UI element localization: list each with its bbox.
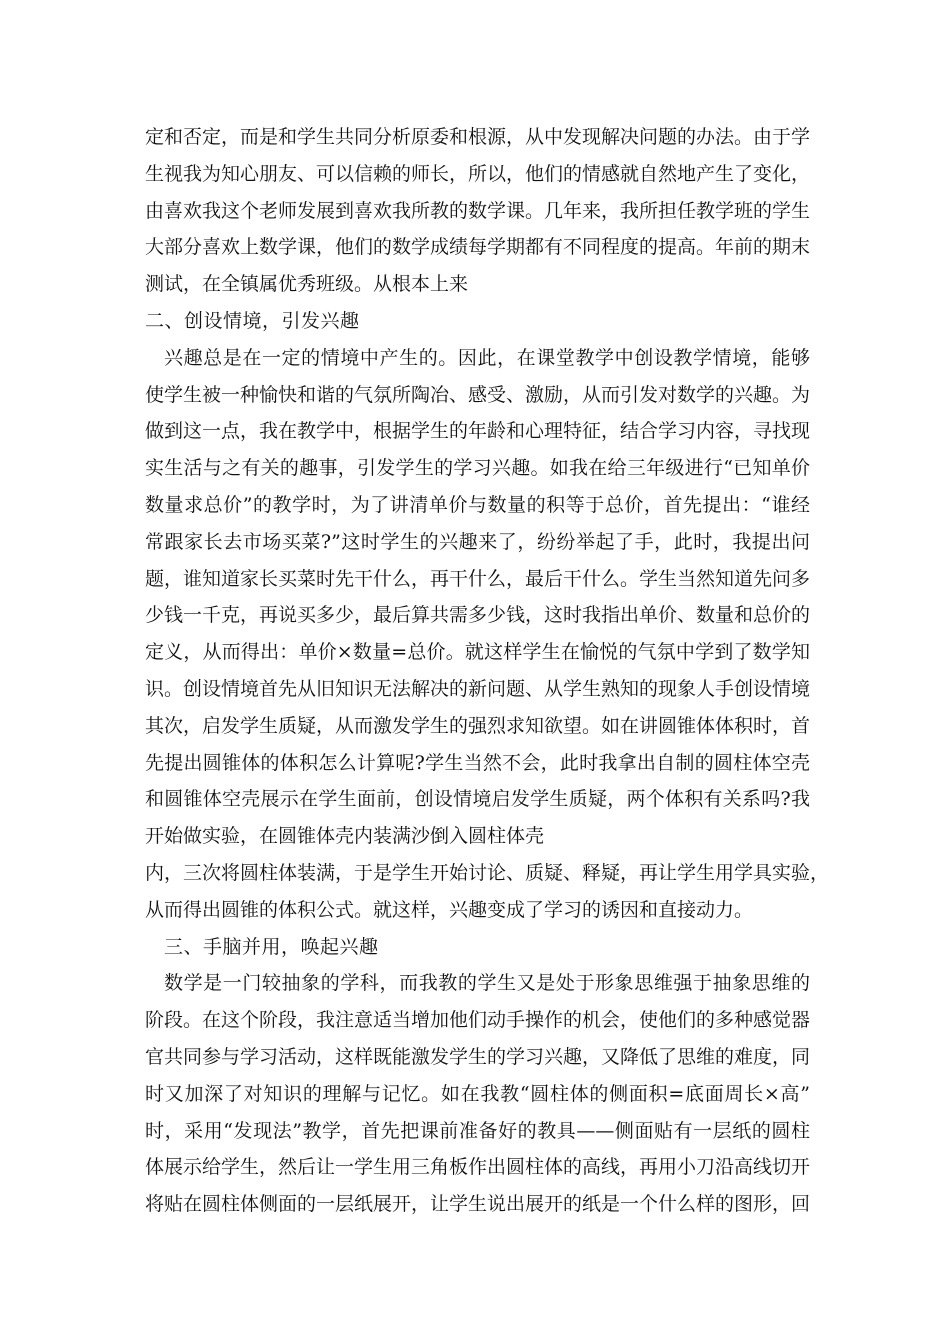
paragraph-line: 数量求总价”的教学时，为了讲清单价与数量的积等于总价，首先提出：“谁经 (145, 493, 810, 516)
section-heading: 二、创设情境，引发兴趣 (145, 309, 360, 332)
paragraph-line: 使学生被一种愉快和谐的气氛所陶冶、感受、激励，从而引发对数学的兴趣。为 (145, 383, 811, 406)
paragraph-line: 和圆锥体空壳展示在学生面前，创设情境启发学生质疑，两个体积有关系吗?我 (145, 788, 810, 811)
document-body (145, 119, 830, 1223)
paragraph-line: 数学是一门较抽象的学科，而我教的学生又是处于形象思维强于抽象思维的 (164, 972, 810, 995)
paragraph-line: 时，采用“发现法”教学，首先把课前准备好的教具——侧面贴有一层纸的圆柱 (145, 1119, 810, 1142)
paragraph-line: 常跟家长去市场买菜?”这时学生的兴趣来了，纷纷举起了手，此时，我提出问 (145, 530, 810, 553)
paragraph-line: 时又加深了对知识的理解与记忆。如在我教“圆柱体的侧面积=底面周长×高” (145, 1082, 810, 1105)
paragraph-line: 题，谁知道家长买菜时先干什么，再干什么，最后干什么。学生当然知道先问多 (145, 567, 811, 590)
paragraph-line: 由喜欢我这个老师发展到喜欢我所教的数学课。几年来，我所担任教学班的学生 (145, 199, 811, 222)
paragraph-line: 体展示给学生，然后让一学生用三角板作出圆柱体的高线，再用小刀沿高线切开 (145, 1156, 811, 1179)
paragraph-line: 从而得出圆锥的体积公式。就这样，兴趣变成了学习的诱因和直接动力。 (145, 898, 754, 921)
paragraph-line: 其次，启发学生质疑，从而激发学生的强烈求知欲望。如在讲圆锥体体积时，首 (145, 714, 811, 737)
paragraph-line: 阶段。在这个阶段，我注意适当增加他们动手操作的机会，使他们的多种感觉器 (145, 1009, 811, 1032)
paragraph-line: 官共同参与学习活动，这样既能激发学生的学习兴趣，又降低了思维的难度，同 (145, 1045, 811, 1068)
paragraph-line: 将贴在圆柱体侧面的一层纸展开，让学生说出展开的纸是一个什么样的图形，回 (145, 1193, 811, 1216)
paragraph-line: 测试，在全镇属优秀班级。从根本上来 (145, 273, 469, 296)
section-heading: 三、手脑并用，唤起兴趣 (164, 935, 379, 958)
paragraph-line: 兴趣总是在一定的情境中产生的。因此，在课堂教学中创设教学情境，能够 (164, 346, 810, 369)
paragraph-line: 先提出圆锥体的体积怎么计算呢?学生当然不会，此时我拿出自制的圆柱体空壳 (145, 751, 810, 774)
paragraph-line: 大部分喜欢上数学课，他们的数学成绩每学期都有不同程度的提高。年前的期末 (145, 236, 811, 259)
paragraph-line: 定和否定，而是和学生共同分析原委和根源，从中发现解决问题的办法。由于学 (145, 126, 811, 148)
paragraph-line: 内，三次将圆柱体装满，于是学生开始讨论、质疑、释疑，再让学生用学具实验， (145, 861, 830, 884)
paragraph-line: 少钱一千克，再说买多少，最后算共需多少钱，这时我指出单价、数量和总价的 (145, 604, 811, 627)
paragraph-line: 识。创设情境首先从旧知识无法解决的新问题、从学生熟知的现象人手创设情境 (145, 677, 811, 700)
paragraph-line: 生视我为知心朋友、可以信赖的师长，所以，他们的情感就自然地产生了变化， (145, 162, 811, 185)
paragraph-line: 定义，从而得出：单价×数量=总价。就这样学生在愉悦的气氛中学到了数学知 (145, 641, 810, 664)
paragraph-line: 实生活与之有关的趣事，引发学生的学习兴趣。如我在给三年级进行“已知单价 (145, 457, 810, 480)
paragraph-line: 开始做实验，在圆锥体壳内装满沙倒入圆柱体壳 (145, 825, 545, 848)
paragraph-line: 做到这一点，我在教学中，根据学生的年龄和心理特征，结合学习内容，寻找现 (145, 420, 811, 443)
